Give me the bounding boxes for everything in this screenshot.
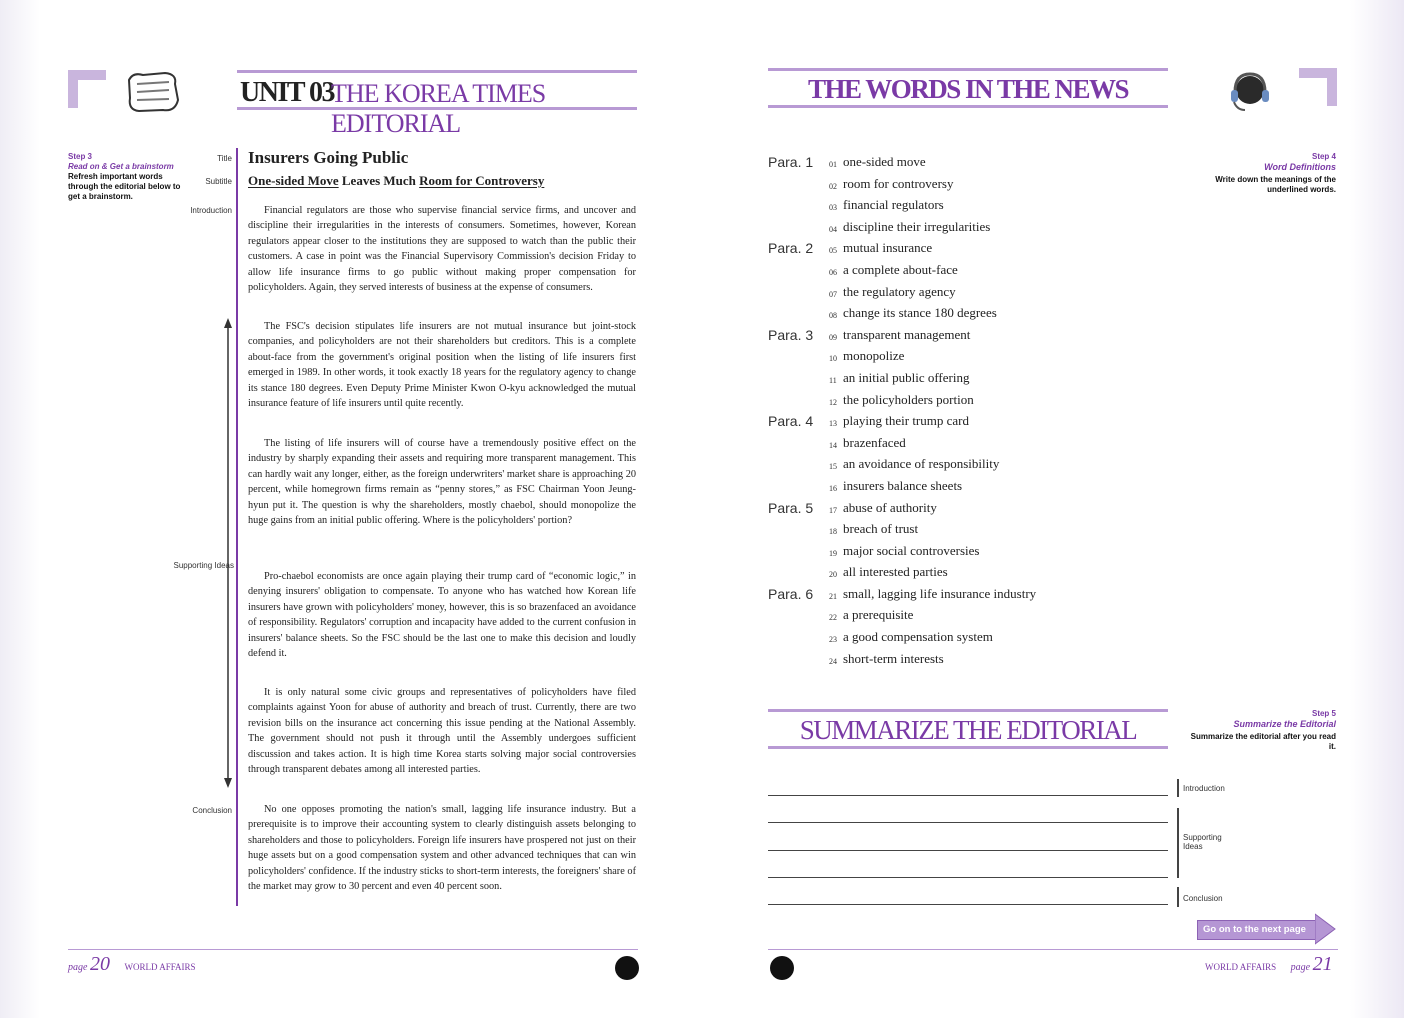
arrow-right-icon bbox=[1315, 912, 1337, 946]
word-row: 12 the policyholders portion bbox=[829, 391, 974, 407]
page-word: page bbox=[68, 962, 88, 973]
next-page-label: Go on to the next page bbox=[1203, 924, 1306, 935]
article-margin-rule bbox=[236, 148, 238, 906]
words-section-title: THE WORDS IN THE NEWS bbox=[768, 68, 1168, 108]
word-row: 16 insurers balance sheets bbox=[829, 477, 963, 493]
footer-rule-left bbox=[68, 949, 638, 950]
word-row: 24 short-term interests bbox=[829, 650, 944, 666]
word-row: Para. 5 17 abuse of authority bbox=[768, 499, 937, 516]
page-word: page bbox=[1290, 962, 1311, 973]
step-5-block bbox=[1186, 709, 1336, 752]
article-paragraph-2: The FSC's decision stipulates life insurers are not mutual insurance but joint-stock companies, and policyholders are not their shareholders but creditors. This is a complete about-face from the government's original position when the listing of life insurers first emerged in 1989. In other words, it took exactly 18 years for the regulatory agency to change its stance 180 degrees. Even Deputy Prime Minister Kwon O-kyu acknowledged the mutual insurance feature of life insurers until quite recently. bbox=[248, 321, 636, 410]
word-row: 22 a prerequisite bbox=[829, 607, 914, 623]
word-row: Para. 3 09 transparent management bbox=[768, 326, 971, 343]
word-row: 02 room for controversy bbox=[829, 175, 954, 191]
word-row: 07 the regulatory agency bbox=[829, 283, 956, 299]
subtitle-part-3: Room for Controversy bbox=[419, 173, 545, 188]
summary-writing-line[interactable] bbox=[768, 795, 1168, 796]
article-subtitle bbox=[248, 173, 544, 189]
stamp-logo-icon bbox=[125, 70, 181, 114]
word-row: Para. 6 21 small, lagging life insurance industry bbox=[768, 585, 1037, 602]
unit-header bbox=[237, 70, 637, 138]
summary-label-conclusion: Conclusion bbox=[1183, 894, 1223, 903]
margin-label-supporting: Supporting Ideas bbox=[173, 561, 234, 570]
summary-writing-line[interactable] bbox=[768, 822, 1168, 823]
next-page-button[interactable] bbox=[1197, 912, 1337, 946]
footer-section: WORLD AFFAIRS bbox=[1205, 962, 1277, 972]
word-row: 10 monopolize bbox=[829, 348, 905, 364]
step-instruction: Write down the meanings of the underlined words. bbox=[1215, 175, 1336, 194]
word-row: 14 brazenfaced bbox=[829, 434, 906, 450]
step-number: Step 4 bbox=[1311, 152, 1336, 161]
article-paragraph-6: No one opposes promoting the nation's small, lagging life insurance industry. But a prerequisite is to improve their accounting system to clearly distinguish assets belonging to shareholders and those to policyholders. Foreign life insurers have prospered not just on their huge assets but on a good compensation system and other advanced techniques that can win policyholders' confidence. If the industry sticks to short-term interests, the foreigners' share of the market may grow to 30 percent and even 40 percent soon. bbox=[248, 804, 636, 893]
margin-label-conclusion: Conclusion bbox=[192, 806, 232, 815]
summary-label-supporting: Supporting Ideas bbox=[1183, 833, 1222, 851]
word-row: 06 a complete about-face bbox=[829, 261, 958, 277]
unit-title: THE KOREA TIMES EDITORIAL bbox=[331, 79, 546, 138]
article-title: Insurers Going Public bbox=[248, 148, 409, 167]
step-3-block bbox=[68, 152, 188, 202]
summary-label-introduction: Introduction bbox=[1183, 784, 1225, 793]
summary-conclusion-bar bbox=[1177, 887, 1179, 907]
summary-supporting-bar bbox=[1177, 808, 1179, 878]
corner-bracket-right bbox=[1299, 68, 1337, 106]
step-instruction: Refresh important words through the editorial below to get a brainstorm. bbox=[68, 172, 181, 201]
word-row: 11 an initial public offering bbox=[829, 369, 970, 385]
word-row: 08 change its stance 180 degrees bbox=[829, 305, 997, 321]
summary-writing-line[interactable] bbox=[768, 877, 1168, 878]
headset-icon bbox=[1225, 70, 1271, 114]
page-marker-dot-icon bbox=[615, 956, 639, 980]
article-paragraph-1: Financial regulators are those who supervise financial service firms, and uncover and discipline their irregularities in the interests of consumers. Sometimes, however, Korean regulators appear closer to the institutions they are supposed to watch than the public their customers. A case in point was the Financial Supervisory Commission's decision Friday to allow life insurance firms to go public without making proper compensation for policyholders. Again, they served interests of business at the expense of consumers. bbox=[248, 205, 636, 294]
word-row: 04 discipline their irregularities bbox=[829, 218, 991, 234]
step-instruction: Summarize the editorial after you read it. bbox=[1190, 732, 1336, 751]
footer-right bbox=[1205, 953, 1333, 976]
word-row: Para. 4 13 playing their trump card bbox=[768, 413, 969, 430]
word-row: 03 financial regulators bbox=[829, 197, 944, 213]
step-4-block bbox=[1186, 152, 1336, 195]
margin-label-title: Title bbox=[217, 154, 232, 163]
margin-label-introduction: Introduction bbox=[190, 206, 232, 215]
page-number: 21 bbox=[1312, 953, 1333, 975]
summary-writing-line[interactable] bbox=[768, 850, 1168, 851]
step-number: Step 3 bbox=[68, 152, 93, 161]
word-row: 15 an avoidance of responsibility bbox=[829, 456, 1000, 472]
corner-bracket-left bbox=[68, 70, 106, 108]
word-row: Para. 1 01 one-sided move bbox=[768, 154, 926, 170]
word-row: 18 breach of trust bbox=[829, 521, 919, 537]
word-row: Para. 2 05 mutual insurance bbox=[768, 240, 933, 257]
word-row: 20 all interested parties bbox=[829, 564, 948, 580]
unit-label: UNIT 03 bbox=[240, 77, 335, 108]
article-paragraph-4: Pro-chaebol economists are once again playing their trump card of “economic logic,” in denying insurers' obligation to compensate. To anyone who has watched how Korean life insurers have grown with policyholders' money, however, this is so brazenfaced an avoidance of responsibility. Regulators' corruption and incapacity have added to the current confusion in insurers' balance sheets. So the FSC should be the last one to make this decision and loudly defend it. bbox=[248, 571, 636, 660]
step-number: Step 5 bbox=[1311, 709, 1336, 718]
step-title: Read on & Get a brainstorm bbox=[68, 162, 174, 171]
footer-left bbox=[68, 953, 196, 976]
article-paragraph-5: It is only natural some civic groups and representatives of policyholders have filed complaints against Yoon for abuse of authority and breach of trust. Currently, there are two revision bills on the insurance act concerning this issue pending at the National Assembly. The government should not push it through until the Assembly undergoes sufficient discussion and takes action. It is high time Korea starts solving major social controversies through transparent debates among all interested parties. bbox=[248, 687, 636, 776]
subtitle-part-2: Leaves Much bbox=[338, 173, 420, 188]
subtitle-part-1: One-sided Move bbox=[248, 173, 339, 188]
footer-section: WORLD AFFAIRS bbox=[124, 962, 196, 972]
word-row: 19 major social controversies bbox=[829, 542, 980, 558]
footer-rule-right bbox=[768, 949, 1338, 950]
summary-intro-bar bbox=[1177, 779, 1179, 797]
word-row: 23 a good compensation system bbox=[829, 629, 993, 645]
supporting-range-arrow-icon bbox=[222, 318, 234, 788]
summary-writing-line[interactable] bbox=[768, 904, 1168, 905]
page-number: 20 bbox=[89, 953, 110, 975]
page-marker-dot-icon bbox=[770, 956, 794, 980]
summary-section-title: SUMMARIZE THE EDITORIAL bbox=[768, 709, 1168, 749]
step-title: Word Definitions bbox=[1264, 162, 1336, 172]
margin-label-subtitle: Subtitle bbox=[205, 177, 232, 186]
article-paragraph-3: The listing of life insurers will of course have a tremendously positive effect on the industry by sharply expanding their assets and requiring more transparent management. This can hardly wait any longer, either, as the foreign underwriters' market share is approaching 20 percent, while homegrown firms remain as “penny stores,” as FSC Chairman Yoon Jeung-hyun put it. The question is why the shareholders, mostly chaebol, should monopolize the huge gains from an initial public offering. Where is the policyholders' portion? bbox=[248, 438, 636, 527]
step-title: Summarize the Editorial bbox=[1233, 719, 1336, 729]
word-list bbox=[768, 152, 1088, 670]
